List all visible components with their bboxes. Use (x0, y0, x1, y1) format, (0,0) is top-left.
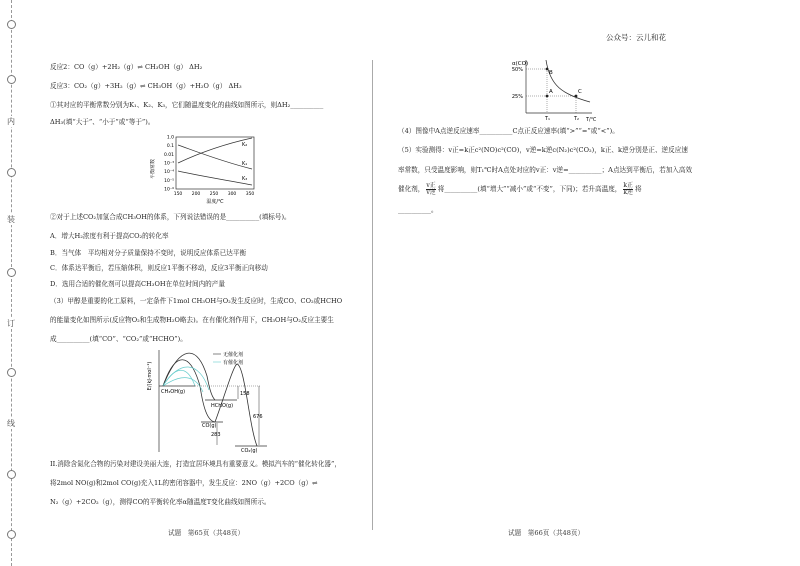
k-chart-xlabel: 温度/℃ (206, 199, 224, 205)
reaction-2-label: 反应2： (50, 63, 74, 71)
k-xtick: 350 (245, 192, 255, 197)
footer-left: 试题 第65页（共48页） (168, 529, 245, 537)
energy-ylabel: E/(kJ·mol⁻¹) (147, 361, 153, 391)
q5c-end: 将 (635, 185, 642, 194)
binding-hole (7, 368, 16, 377)
q5c-prefix: 催化剂， (398, 185, 425, 194)
binding-line (11, 0, 12, 566)
binding-hole (7, 168, 16, 177)
label-a: A (549, 89, 553, 95)
q5c-middle: 将__________(填“增大”“减小”或“不变”，下同)；若升高温度， (437, 185, 622, 194)
part-ii-line-a: II.消除含氮化合物的污染对建设美丽大连，打造宜居环境具有重要意义。模拟汽车的“催化转化器”， (50, 460, 341, 468)
question-2: ②对于上述CO₂加氢合成CH₃OH的体系，下列说法错误的是__________(填标号)。 (50, 213, 291, 221)
binding-hole (7, 470, 16, 479)
k-ytick: 1.0 (166, 135, 174, 141)
part-ii-line-c: N₂（g）+2CO₂（g），测得CO的平衡转化率α随温度T变化曲线如图所示。 (50, 498, 271, 506)
legend-catalyst: 有催化剂 (223, 360, 244, 366)
binding-hole (7, 268, 16, 277)
xtick-t2: T₂ (574, 116, 580, 122)
binding-mark: 订 (7, 319, 15, 328)
binding-margin (0, 0, 22, 566)
label-hcho: HCHO(g) (211, 403, 234, 409)
option-b: B．当气体 平均相对分子质量保持不变时，说明反应体系已达平衡 (50, 249, 247, 257)
point-a (546, 95, 549, 98)
label-ch3oh: CH₃OH(g) (161, 389, 186, 395)
point-c (575, 95, 578, 98)
reaction-3-equation: CO₂（g）+3H₂（g）⇌ CH₃OH（g）+H₂O（g） ΔH₃ (73, 82, 242, 90)
energy-diagram (145, 346, 275, 456)
k-ytick: 10⁻⁴ (164, 170, 174, 176)
part-3-line-c: 成__________(填“CO”、“CO₂”或“HCHO”)。 (50, 335, 187, 343)
label-c: C (578, 89, 582, 95)
k3-curve (178, 171, 252, 185)
binding-mark: 内 (7, 117, 15, 126)
fraction-k-num: k正 (623, 182, 634, 189)
value-158: 158 (240, 391, 250, 397)
fraction-v-den: v逆 (426, 189, 436, 196)
binding-mark: 线 (7, 419, 15, 428)
alpha-ylabel: α(CO) (512, 61, 529, 67)
part-3-line-a: （3）甲醇是重要的化工原料，一定条件下1mol CH₃OH与O₂发生反应时，生成CO、CO₂或HCHO (50, 297, 343, 305)
binding-hole (7, 75, 16, 84)
reaction-3 (50, 82, 242, 90)
k1-label: K₁ (242, 161, 248, 167)
question-5-line-a: （5）实验测得：v正=k正c²(NO)c²(CO)，v逆=k逆c(N₂)c²(CO₂)，k正、k逆分别是正、逆反应速 (398, 146, 688, 154)
equilibrium-constant-chart (150, 133, 260, 205)
binding-mark: 装 (7, 215, 15, 224)
label-co: CO(g) (202, 423, 217, 429)
part-3-line-b: 的能量变化如图所示(反应物O₂和生成物H₂O略去)。在有催化剂作用下，CH₃OH与O₂反应主要生 (50, 316, 334, 324)
fraction-k-den: k逆 (623, 189, 634, 196)
point-b (546, 68, 549, 71)
fraction-v (426, 183, 435, 196)
question-4: （4）图像中A点逆反应速率__________C点正反应速率(填“>”“=”或“<”)。 (398, 127, 619, 135)
reaction-2-equation: CO（g）+2H₂（g）⇌ CH₃OH（g） ΔH₂ (73, 63, 203, 71)
k-ytick: 0.1 (166, 144, 174, 150)
part-ii-line-b: 将2mol NO(g)和2mol CO(g)充入1L的密闭容器中，发生反应：2NO（g）+2CO（g）⇌ (50, 479, 318, 487)
value-283: 283 (211, 432, 221, 438)
option-c: C．体系达平衡后，若压缩体积，则反应1平衡不移动，反应3平衡正向移动 (50, 264, 268, 272)
reaction-3-label: 反应3： (50, 82, 74, 90)
k3-label: K₃ (242, 176, 248, 182)
question-1-line-a: ①其对应的平衡常数分别为K₁、K₂、K₃，它们随温度变化的曲线如图所示，则ΔH₂__________ (50, 101, 324, 109)
k-ytick: 10⁻⁵ (164, 178, 174, 184)
label-co2: CO₂(g) (241, 448, 258, 454)
k-ytick: 10⁻⁶ (164, 187, 174, 193)
binding-hole (7, 530, 16, 539)
label-b: B (549, 70, 553, 76)
k-xtick: 300 (227, 192, 237, 197)
question-1-line-b: ΔH₃(填“大于”、“小于”或“等于”)。 (50, 118, 155, 126)
k-ytick: 10⁻³ (164, 161, 174, 167)
option-a: A．增大H₂浓度有利于提高CO₂的转化率 (50, 232, 169, 240)
alpha-chart (506, 56, 606, 124)
k1-curve (178, 145, 252, 169)
page-divider (372, 60, 373, 530)
binding-hole (7, 20, 16, 29)
k-ytick: 0.01 (163, 152, 174, 158)
fraction-k (623, 183, 633, 196)
k-xtick: 250 (209, 192, 219, 197)
k2-label: K₂ (242, 142, 248, 148)
legend-no-catalyst: 无催化剂 (223, 352, 244, 358)
ytick-50: 50% (511, 67, 523, 73)
question-5-line-b: 率常数，只受温度影响，则T₁℃时A点处对应的v正：v逆=__________；A点达到平衡后，若加入高效 (398, 166, 693, 174)
ytick-25: 25% (511, 94, 523, 100)
header-account: 公众号：云儿和花 (606, 33, 666, 42)
k-xtick: 150 (173, 192, 183, 197)
k-xtick: 200 (191, 192, 201, 197)
fraction-v-num: v正 (426, 182, 436, 189)
reaction-2 (50, 63, 202, 71)
question-5-line-d: __________。 (398, 206, 438, 214)
value-676: 676 (253, 414, 263, 420)
question-5-line-c (398, 183, 642, 196)
alpha-xlabel: T/℃ (586, 117, 597, 123)
xtick-t1: T₁ (545, 116, 551, 122)
k-chart-ylabel: 平衡常数 (150, 158, 156, 180)
k2-curve (178, 138, 252, 163)
alpha-curve (546, 60, 590, 102)
footer-right: 试题 第66页（共48页） (508, 529, 585, 537)
option-d: D．选用合适的催化剂可以提高CH₃OH在单位时间内的产量 (50, 280, 225, 288)
